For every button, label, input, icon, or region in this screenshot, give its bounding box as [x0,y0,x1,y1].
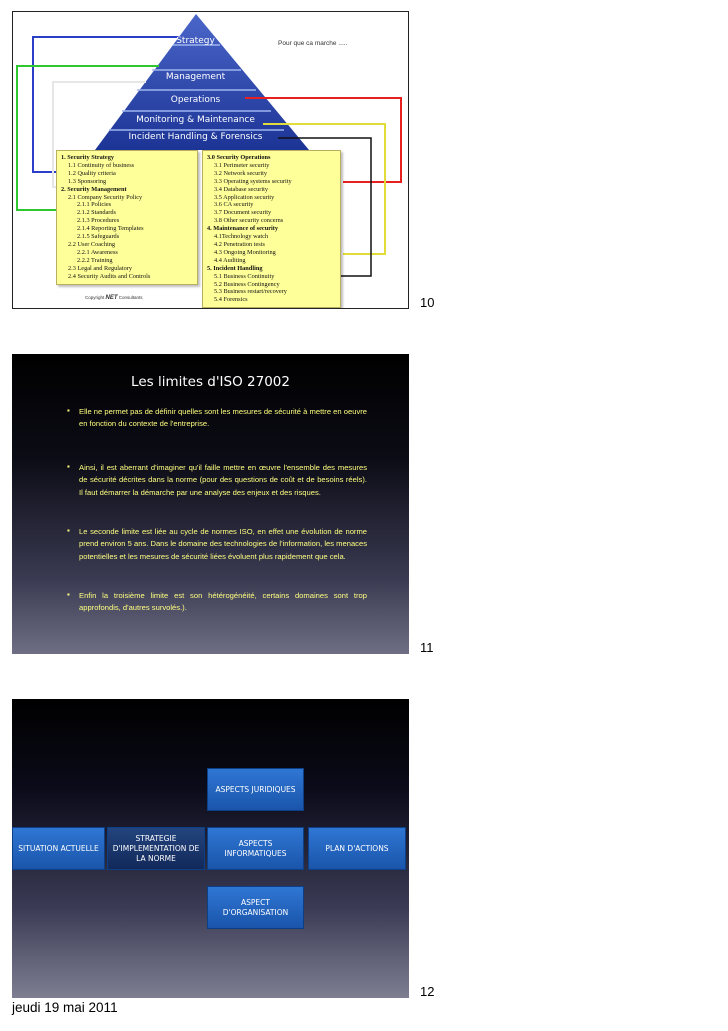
outline-item: 2.2.1 Awareness [77,248,118,256]
security-operations-paper [202,150,341,308]
outline-item: 5.3 Business restart/recovery [214,288,287,296]
bullet-icon: ▪ [67,590,70,599]
pyramid-layer-strategy: Strategy [176,36,215,46]
outline-item: 3.6 CA security [214,201,254,209]
outline-item: 2.1 Company Security Policy [68,193,143,201]
outline-item: 2.2 User Coaching [68,240,116,248]
outline-item: 4. Maintenance of security [207,225,278,233]
outline-item: 1.3 Sponsoring [68,177,107,185]
outline-item: 1.1 Continuity of business [68,161,135,169]
outline-item: 3.1 Perimeter security [214,161,270,169]
footer-date: jeudi 19 mai 2011 [12,1000,118,1015]
box-strategie-implementation: STRATEGIE D'IMPLEMENTATION DE LA NORME [107,827,205,870]
outline-item: 3.0 Security Operations [207,154,271,161]
page-number-10: 10 [420,295,435,310]
page-number-11: 11 [420,640,434,655]
outline-item: 5.1 Business Continuity [214,272,275,280]
page-number-12: 12 [420,984,435,999]
outline-item: 2.1.3 Procedures [77,217,120,225]
outline-item: 5. Incident Handling [207,264,263,272]
outline-item: 2.1.1 Policies [77,201,112,209]
outline-item: 2.2.2 Training [77,256,113,264]
outline-item: 2.1.4 Reporting Templates [77,225,144,233]
bullet-item: ▪ Le seconde limite est liée au cycle de normes ISO, en effet une évolution de norme prend environ 5 ans. Dans le domaine des technologies de l'information, les menaces potentielles et les mesures de sécurité liées évoluent plus rapidement que cela. [67,526,367,561]
bullet-icon: ▪ [67,526,70,535]
outline-item: 5.2 Business Contingency [214,280,280,288]
outline-item: 2.4 Security Audits and Controls [68,272,151,280]
slide-11-iso-limits [12,354,409,654]
security-strategy-paper [56,150,198,285]
outline-item: 4.1Technology watch [214,233,269,241]
outline-item: 3.4 Database security [214,185,269,193]
copyright-logo: NET [105,295,118,301]
outline-item: 2.1.5 Safeguards [77,233,120,241]
outline-item: 1. Security Strategy [61,154,114,161]
outline-item: 4.3 Ongoing Monitoring [214,248,276,256]
outline-item: 3.7 Document security [214,209,272,217]
bullet-item: ▪ Ainsi, il est aberrant d'imaginer qu'il faille mettre en œuvre l'ensemble des mesures de sécurité décrites dans la norme (pour des questions de coût et de besoins réels). Il faut démarrer la démarche par une analyse des enjeux et des risques. [67,462,367,497]
box-situation-actuelle: SITUATION ACTUELLE [12,827,105,870]
outline-item: 2.3 Legal and Regulatory [68,264,132,272]
outline-item: 5.4 Forensics [214,296,248,304]
outline-item: 2. Security Management [61,185,127,193]
outline-item: 3.2 Network security [214,169,267,177]
box-aspects-informatiques: ASPECTS INFORMATIQUES [207,827,304,870]
pyramid-layer-management: Management [165,72,226,82]
box-plan-actions: PLAN D'ACTIONS [308,827,406,870]
outline-item: 4.4 Auditing [214,256,246,264]
outline-item: 3.8 Other security concerns [214,217,284,225]
pyramid-layer-incident-handling: Incident Handling & Forensics [128,132,263,142]
outline-item: 3.3 Operating systems security [214,177,292,185]
slide-10-security-pyramid [12,11,409,309]
outline-item: 2.1.2 Standards [77,209,117,217]
bullet-item: ▪ Elle ne permet pas de définir quelles sont les mesures de sécurité à mettre en oeuvre en fonction du contexte de l'entreprise. [67,406,367,429]
outline-item: 4.2 Penetration tests [214,240,265,248]
box-aspect-organisation: ASPECT D'ORGANISATION [207,886,304,929]
slide-title: Les limites d'ISO 27002 [131,374,290,390]
box-aspects-juridiques: ASPECTS JURIDIQUES [207,768,304,811]
pyramid-layer-operations: Operations [170,95,221,105]
bullet-icon: ▪ [67,406,70,415]
pyramid-note: Pour que ca marche ..... [278,40,348,47]
bullet-icon: ▪ [67,462,70,471]
outline-item: 1.2 Quality criteria [68,169,116,177]
slide-12-implementation-diagram [12,699,409,998]
copyright-text: Copyright NET Consultants [85,295,143,301]
pyramid-layer-monitoring: Monitoring & Maintenance [136,115,255,125]
bullet-item: ▪ Enfin la troisième limite est son hétérogénéité, certains domaines sont trop approfondis, d'autres survolés.). [67,590,367,613]
outline-item: 3.5 Application security [214,193,275,201]
